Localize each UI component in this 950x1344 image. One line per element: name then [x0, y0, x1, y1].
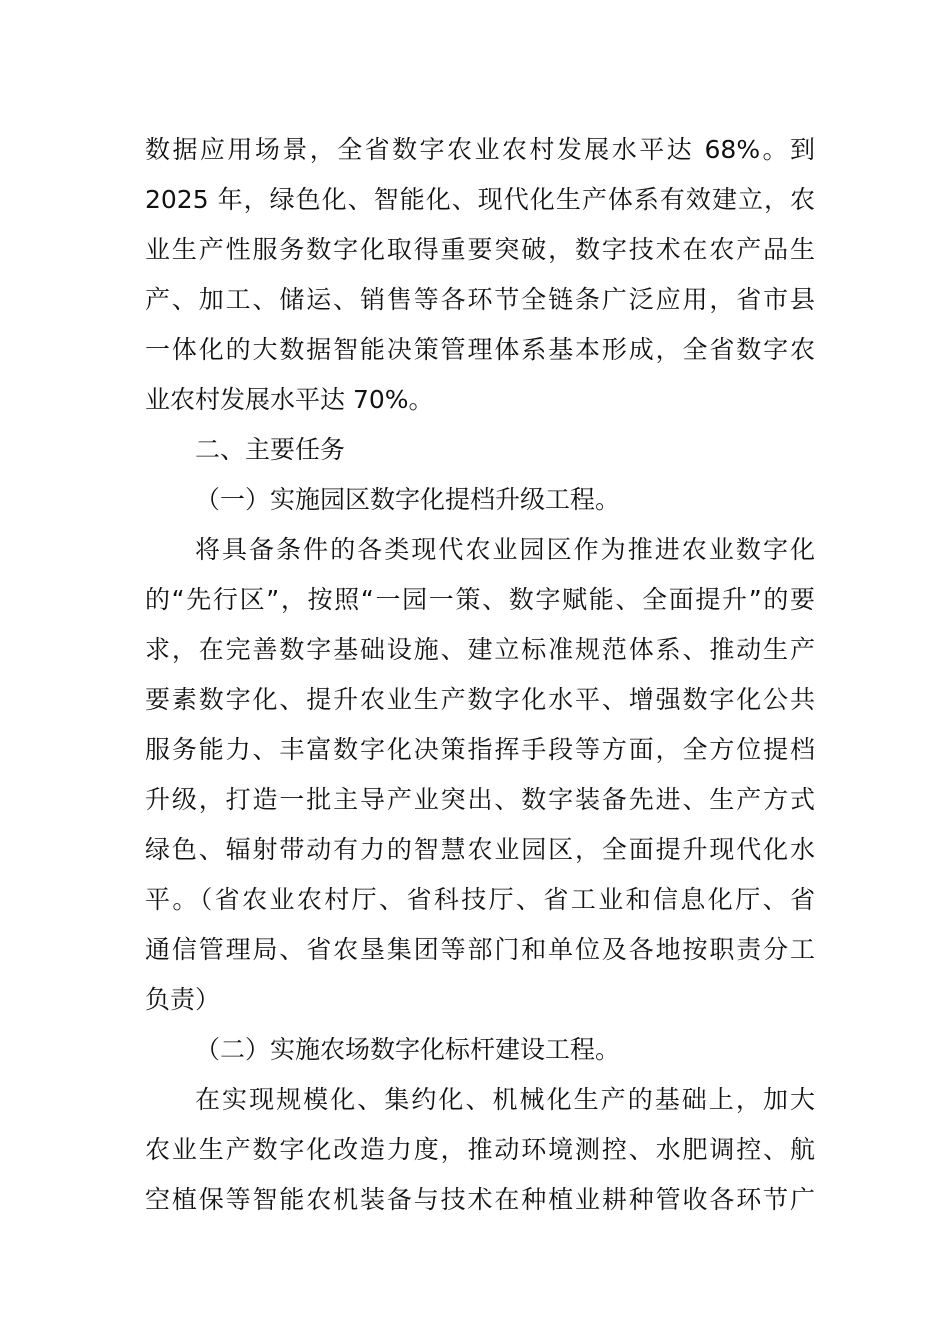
paragraph-line: 产、加工、储运、销售等各环节全链条广泛应用，省市县: [145, 285, 815, 314]
paragraph-line: 要素数字化、提升农业生产数字化水平、增强数字化公共: [145, 685, 815, 714]
paragraph-line: 2025 年，绿色化、智能化、现代化生产体系有效建立，农: [145, 185, 815, 214]
paragraph-line: 一体化的大数据智能决策管理体系基本形成，全省数字农: [145, 335, 815, 364]
paragraph-line: 业农村发展水平达 70%。: [145, 385, 434, 414]
paragraph-line: 平。（省农业农村厅、省科技厅、省工业和信息化厅、省: [145, 885, 815, 914]
paragraph-line: 的“先行区”，按照“一园一策、数字赋能、全面提升”的要: [145, 585, 815, 614]
paragraph-line: 农业生产数字化改造力度，推动环境测控、水肥调控、航: [145, 1135, 815, 1164]
paragraph-line: 负责）: [145, 985, 221, 1014]
paragraph-line: 升级，打造一批主导产业突出、数字装备先进、生产方式: [145, 785, 815, 814]
section-heading: 二、主要任务: [195, 435, 346, 464]
paragraph-line: 业生产性服务数字化取得重要突破，数字技术在农产品生: [145, 235, 815, 264]
subsection-heading: （一）实施园区数字化提档升级工程。: [195, 485, 621, 514]
paragraph-line: 在实现规模化、集约化、机械化生产的基础上，加大: [195, 1085, 815, 1114]
paragraph-line: 服务能力、丰富数字化决策指挥手段等方面，全方位提档: [145, 735, 815, 764]
subsection-heading: （二）实施农场数字化标杆建设工程。: [195, 1035, 621, 1064]
paragraph-line: 将具备条件的各类现代农业园区作为推进农业数字化: [195, 535, 815, 564]
paragraph-line: 数据应用场景，全省数字农业农村发展水平达 68%。到: [145, 135, 815, 164]
paragraph-line: 求，在完善数字基础设施、建立标准规范体系、推动生产: [145, 635, 815, 664]
paragraph-line: 绿色、辐射带动有力的智慧农业园区，全面提升现代化水: [145, 835, 815, 864]
paragraph-line: 通信管理局、省农垦集团等部门和单位及各地按职责分工: [145, 935, 815, 964]
paragraph-line: 空植保等智能农机装备与技术在种植业耕种管收各环节广: [145, 1185, 815, 1214]
